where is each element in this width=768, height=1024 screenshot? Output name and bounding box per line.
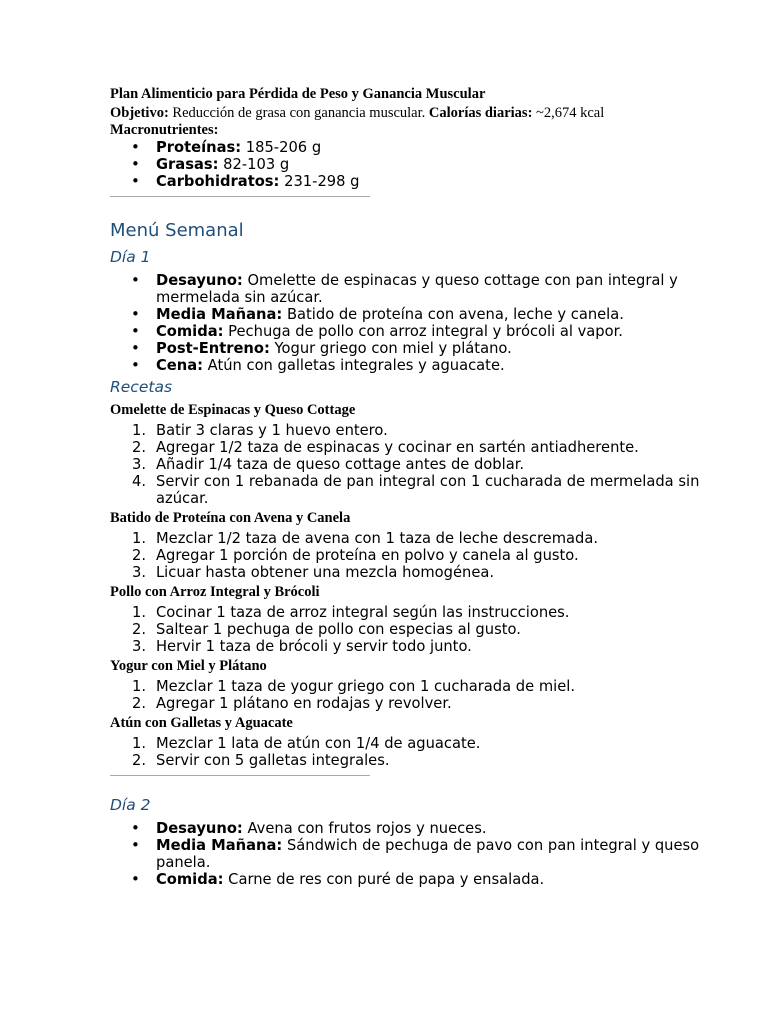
recipe-title: Omelette de Espinacas y Queso Cottage bbox=[110, 402, 356, 418]
step-text: Mezclar 1 taza de yogur griego con 1 cucharada de miel. bbox=[156, 678, 575, 695]
horizontal-divider bbox=[110, 196, 370, 197]
list-item bbox=[110, 340, 710, 357]
meal-label: Media Mañana: bbox=[156, 306, 283, 323]
meal-label: Desayuno: bbox=[156, 820, 243, 837]
list-item: 2. Servir con 5 galletas integrales. bbox=[132, 752, 390, 769]
objective-label: Objetivo: bbox=[110, 105, 169, 121]
step-text: Cocinar 1 taza de arroz integral según las instrucciones. bbox=[156, 604, 570, 621]
list-item bbox=[110, 139, 710, 156]
day2-meals-list bbox=[110, 820, 710, 888]
meal-text: Pechuga de pollo con arroz integral y brócoli al vapor. bbox=[223, 323, 623, 340]
macros-label: Macronutrientes: bbox=[110, 122, 219, 138]
meal-label: Post-Entreno: bbox=[156, 340, 270, 357]
document-page bbox=[110, 84, 710, 888]
macros-heading bbox=[110, 122, 710, 139]
recipe-steps bbox=[110, 422, 710, 507]
meal-text: Carne de res con puré de papa y ensalada. bbox=[223, 871, 545, 888]
recipe-steps bbox=[110, 530, 710, 581]
step-text: Agregar 1/2 taza de espinacas y cocinar en sartén antiadherente. bbox=[156, 439, 639, 456]
list-item: 2. Agregar 1 plátano en rodajas y revolver. bbox=[132, 695, 452, 712]
meal-text: Yogur griego con miel y plátano. bbox=[269, 340, 512, 357]
list-item: 4. Servir con 1 rebanada de pan integral con 1 cucharada de mermelada sin azúcar. bbox=[132, 473, 700, 507]
step-text: Agregar 1 plátano en rodajas y revolver. bbox=[156, 695, 452, 712]
recipe-title: Batido de Proteína con Avena y Canela bbox=[110, 510, 351, 526]
step-text: Servir con 1 rebanada de pan integral con 1 cucharada de mermelada sin azúcar. bbox=[156, 473, 700, 507]
list-item bbox=[110, 173, 710, 190]
list-item: 1. Mezclar 1/2 taza de avena con 1 taza de leche descremada. bbox=[132, 530, 599, 547]
list-item bbox=[110, 357, 710, 374]
list-item bbox=[110, 156, 710, 173]
objective-text: Reducción de grasa con ganancia muscular. bbox=[168, 105, 429, 121]
step-text: Añadir 1/4 taza de queso cottage antes de doblar. bbox=[156, 456, 525, 473]
list-item: 3. Licuar hasta obtener una mezcla homogénea. bbox=[132, 564, 495, 581]
meal-label: Media Mañana: bbox=[156, 837, 283, 854]
macro-value: 185-206 g bbox=[241, 139, 322, 156]
step-text: Batir 3 claras y 1 huevo entero. bbox=[156, 422, 388, 439]
list-item: 3. Hervir 1 taza de brócoli y servir todo junto. bbox=[132, 638, 472, 655]
menu-heading: Menú Semanal bbox=[110, 220, 244, 241]
list-item bbox=[110, 837, 710, 871]
day2-heading: Día 2 bbox=[110, 796, 151, 814]
document-title: Plan Alimenticio para Pérdida de Peso y Ganancia Muscular bbox=[110, 86, 486, 102]
step-text: Hervir 1 taza de brócoli y servir todo junto. bbox=[156, 638, 472, 655]
recipe-title: Atún con Galletas y Aguacate bbox=[110, 715, 293, 731]
macro-label: Carbohidratos: bbox=[156, 173, 280, 190]
recipe-steps bbox=[110, 678, 710, 712]
list-item bbox=[110, 820, 710, 837]
recipe-steps bbox=[110, 604, 710, 655]
list-item: 2. Agregar 1 porción de proteína en polvo y canela al gusto. bbox=[132, 547, 579, 564]
step-text: Licuar hasta obtener una mezcla homogénea. bbox=[156, 564, 495, 581]
list-item: 2. Saltear 1 pechuga de pollo con especias al gusto. bbox=[132, 621, 521, 638]
meal-text: Sándwich de pechuga de pavo con pan integral y queso panela. bbox=[156, 837, 700, 871]
meal-text: Atún con galletas integrales y aguacate. bbox=[202, 357, 505, 374]
meal-label: Cena: bbox=[156, 357, 203, 374]
step-text: Mezclar 1/2 taza de avena con 1 taza de leche descremada. bbox=[156, 530, 599, 547]
list-item: 3. Añadir 1/4 taza de queso cottage antes de doblar. bbox=[132, 456, 525, 473]
calories-text: ~2,674 kcal bbox=[532, 105, 605, 121]
meal-text: Omelette de espinacas y queso cottage con pan integral y mermelada sin azúcar. bbox=[156, 272, 678, 306]
day1-meals-list bbox=[110, 272, 710, 374]
step-text: Mezclar 1 lata de atún con 1/4 de aguacate. bbox=[156, 735, 481, 752]
list-item bbox=[110, 871, 710, 888]
macro-value: 231-298 g bbox=[279, 173, 360, 190]
day1-heading: Día 1 bbox=[110, 248, 151, 266]
meal-label: Comida: bbox=[156, 323, 224, 340]
list-item: 1. Mezclar 1 lata de atún con 1/4 de aguacate. bbox=[132, 735, 481, 752]
meal-text: Avena con frutos rojos y nueces. bbox=[242, 820, 487, 837]
recipe-title: Pollo con Arroz Integral y Brócoli bbox=[110, 584, 320, 600]
macro-label: Proteínas: bbox=[156, 139, 242, 156]
recipe-steps bbox=[110, 735, 710, 769]
macro-value: 82-103 g bbox=[218, 156, 290, 173]
meal-text: Batido de proteína con avena, leche y canela. bbox=[282, 306, 624, 323]
list-item: 1. Batir 3 claras y 1 huevo entero. bbox=[132, 422, 388, 439]
step-text: Servir con 5 galletas integrales. bbox=[156, 752, 390, 769]
list-item bbox=[110, 272, 710, 306]
step-text: Saltear 1 pechuga de pollo con especias al gusto. bbox=[156, 621, 521, 638]
list-item bbox=[110, 306, 710, 323]
macros-list bbox=[110, 139, 710, 190]
list-item bbox=[110, 323, 710, 340]
list-item: 2. Agregar 1/2 taza de espinacas y cocinar en sartén antiadherente. bbox=[132, 439, 639, 456]
list-item: 1. Mezclar 1 taza de yogur griego con 1 cucharada de miel. bbox=[132, 678, 575, 695]
objective-line bbox=[110, 105, 710, 122]
horizontal-divider bbox=[110, 775, 370, 776]
step-text: Agregar 1 porción de proteína en polvo y canela al gusto. bbox=[156, 547, 579, 564]
recipe-title: Yogur con Miel y Plátano bbox=[110, 658, 267, 674]
calories-label: Calorías diarias: bbox=[428, 105, 533, 121]
macro-label: Grasas: bbox=[156, 156, 219, 173]
meal-label: Comida: bbox=[156, 871, 224, 888]
meal-label: Desayuno: bbox=[156, 272, 243, 289]
list-item: 1. Cocinar 1 taza de arroz integral según las instrucciones. bbox=[132, 604, 570, 621]
recipes-heading: Recetas bbox=[110, 378, 173, 396]
